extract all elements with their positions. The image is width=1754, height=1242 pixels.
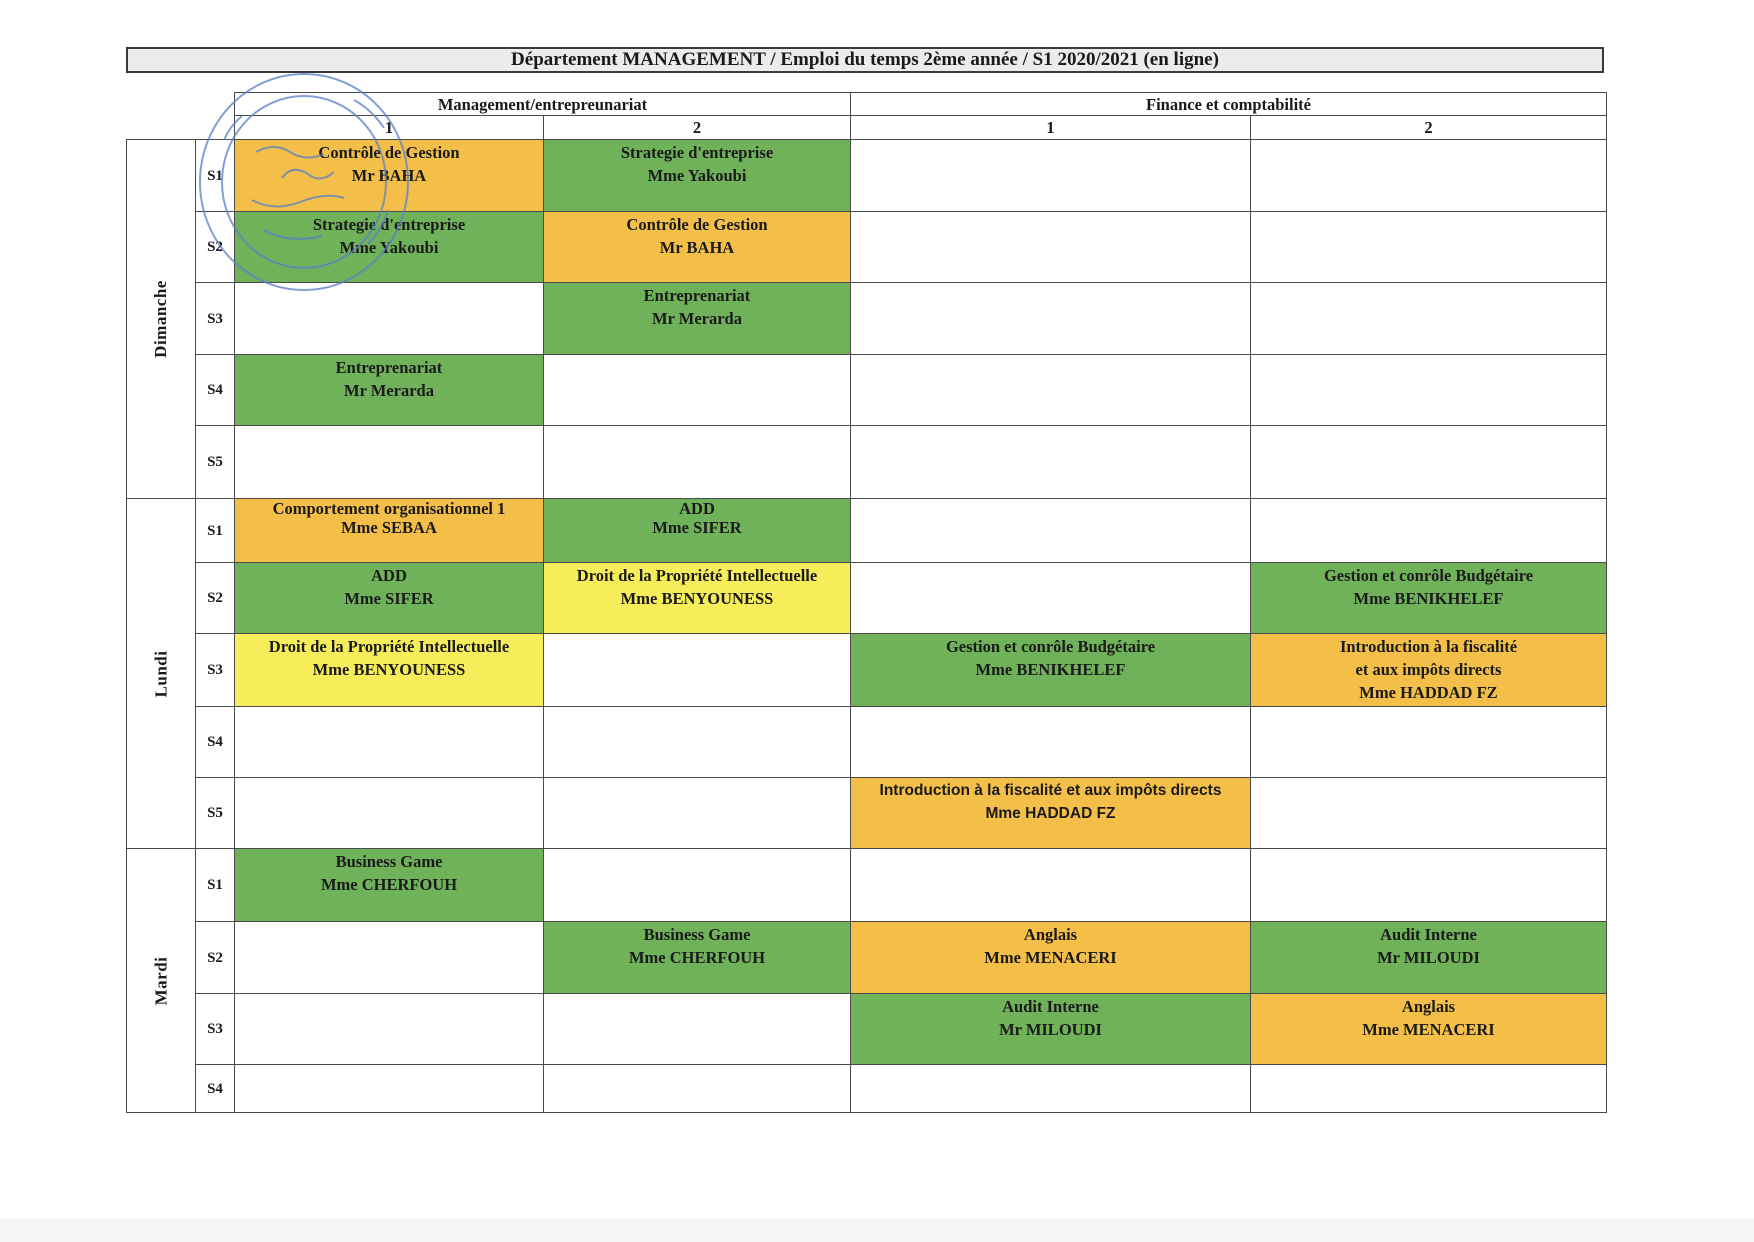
slot-name: S2: [207, 239, 223, 255]
slot-label: [195, 1064, 235, 1113]
teacher-name: Mme MENACERI: [984, 948, 1117, 967]
slot-name: S4: [207, 382, 223, 398]
slot-label: [195, 498, 235, 563]
empty-cell: [234, 282, 544, 355]
course-cell: [850, 921, 1251, 994]
teacher-name: Mme CHERFOUH: [628, 948, 766, 967]
empty-cell: [1250, 706, 1607, 778]
empty-cell: [1250, 498, 1607, 563]
group-header: [1250, 115, 1607, 140]
empty-cell: [850, 562, 1251, 634]
day-name: Mardi: [151, 956, 170, 1005]
slot-label: [195, 848, 235, 922]
course-cell: [1250, 921, 1607, 994]
course-cell: [234, 139, 544, 212]
slot-label: [195, 633, 235, 707]
course-cell: [543, 139, 851, 212]
teacher-name: Mr MILOUDI: [999, 1020, 1102, 1039]
day-label: [126, 139, 196, 499]
course-name: Comportement organisationnel 1: [272, 499, 506, 518]
empty-cell: [850, 282, 1251, 355]
empty-cell: [850, 211, 1251, 283]
slot-label: [195, 354, 235, 426]
course-name: ADD: [679, 499, 715, 518]
empty-cell: [1250, 354, 1607, 426]
course-cell: [234, 354, 544, 426]
empty-cell: [850, 425, 1251, 499]
course-cell: [850, 633, 1251, 707]
teacher-name: Mr BAHA: [351, 166, 427, 185]
teacher-name: Mme HADDAD FZ: [985, 805, 1116, 822]
empty-cell: [1250, 425, 1607, 499]
course-cell: [543, 921, 851, 994]
empty-cell: [1250, 139, 1607, 212]
course-name: Contrôle de Gestion: [626, 215, 768, 234]
slot-name: S5: [207, 454, 223, 470]
course-cell: [1250, 633, 1607, 707]
slot-name: S2: [207, 590, 223, 606]
teacher-name: Mr BAHA: [659, 238, 735, 257]
group-header: [850, 115, 1251, 140]
slot-label: [195, 921, 235, 994]
empty-cell: [234, 425, 544, 499]
empty-cell: [850, 1064, 1251, 1113]
teacher-name: Mr Merarda: [652, 309, 742, 328]
course-name: Contrôle de Gestion: [318, 143, 460, 162]
empty-cell: [234, 993, 544, 1065]
group-number: 1: [384, 118, 394, 137]
course-cell: [234, 633, 544, 707]
empty-cell: [543, 633, 851, 707]
slot-name: S3: [207, 662, 223, 678]
course-cell: [543, 211, 851, 283]
teacher-name: Mme SIFER: [344, 589, 434, 608]
course-name: Gestion et conrôle Budgétaire: [945, 637, 1156, 656]
specialty-header: [850, 92, 1607, 116]
slot-name: S5: [207, 805, 223, 821]
course-cell: [234, 848, 544, 922]
course-cell: [1250, 993, 1607, 1065]
empty-cell: [234, 706, 544, 778]
teacher-name: Mme SEBAA: [341, 518, 437, 537]
teacher-name: Mme SIFER: [652, 518, 742, 537]
slot-label: [195, 706, 235, 778]
slot-name: S1: [207, 877, 223, 893]
page-title: Département MANAGEMENT / Emploi du temps 2ème année / S1 2020/2021 (en ligne): [126, 47, 1604, 73]
teacher-name: Mme Yakoubi: [647, 166, 747, 185]
empty-cell: [850, 848, 1251, 922]
empty-cell: [543, 1064, 851, 1113]
teacher-name: Mme BENYOUNESS: [312, 660, 466, 679]
empty-cell: [543, 425, 851, 499]
empty-cell: [850, 354, 1251, 426]
empty-cell: [234, 777, 544, 849]
course-cell: [850, 777, 1251, 849]
course-name: Introduction à la fiscalité: [1339, 637, 1518, 656]
teacher-name: Mme CHERFOUH: [320, 875, 458, 894]
empty-cell: [850, 706, 1251, 778]
course-name: Anglais: [1401, 997, 1456, 1016]
empty-cell: [543, 848, 851, 922]
teacher-name: Mr MILOUDI: [1377, 948, 1480, 967]
day-label: [126, 848, 196, 1113]
course-cell: [1250, 562, 1607, 634]
slot-label: [195, 211, 235, 283]
teacher-name: Mme BENIKHELEF: [1353, 589, 1504, 608]
course-name: Audit Interne: [1002, 997, 1099, 1016]
empty-cell: [850, 139, 1251, 212]
group-number: 2: [692, 118, 702, 137]
course-name: Droit de la Propriété Intellectuelle: [576, 566, 818, 585]
specialty-name: Finance et comptabilité: [1146, 94, 1311, 114]
group-number: 1: [1046, 118, 1055, 137]
day-name: Dimanche: [151, 280, 171, 358]
scan-bottom-edge: [0, 1218, 1754, 1242]
course-cell: [543, 498, 851, 563]
empty-cell: [1250, 282, 1607, 355]
course-cell: [543, 282, 851, 355]
empty-cell: [234, 921, 544, 994]
slot-name: S1: [207, 522, 223, 539]
slot-label: [195, 562, 235, 634]
day-label: [126, 498, 196, 849]
teacher-name: Mme BENYOUNESS: [620, 589, 774, 608]
course-name: ADD: [371, 566, 407, 585]
empty-cell: [1250, 848, 1607, 922]
slot-name: S2: [207, 949, 223, 966]
course-cell: [850, 993, 1251, 1065]
course-name: Introduction à la fiscalité et aux impôts directs: [879, 782, 1222, 799]
course-name: Business Game: [335, 852, 443, 871]
slot-name: S1: [207, 167, 223, 184]
slot-label: [195, 425, 235, 499]
teacher-name: Mme MENACERI: [1362, 1020, 1495, 1039]
empty-cell: [234, 1064, 544, 1113]
teacher-name: Mme Yakoubi: [339, 238, 439, 257]
empty-cell: [543, 777, 851, 849]
course-name: Strategie d'entreprise: [620, 143, 774, 162]
course-name: Droit de la Propriété Intellectuelle: [268, 637, 510, 656]
course-name: Entreprenariat: [335, 358, 443, 377]
course-name: Gestion et conrôle Budgétaire: [1323, 566, 1534, 585]
empty-cell: [543, 993, 851, 1065]
slot-label: [195, 139, 235, 212]
course-cell: [234, 211, 544, 283]
course-cell: [234, 562, 544, 634]
slot-name: S3: [207, 310, 223, 327]
course-name: Entreprenariat: [643, 286, 751, 305]
course-name-line2: et aux impôts directs: [1355, 660, 1502, 679]
day-name: Lundi: [151, 650, 170, 697]
empty-cell: [543, 706, 851, 778]
course-cell: [543, 562, 851, 634]
slot-name: S3: [207, 1021, 223, 1037]
empty-cell: [1250, 777, 1607, 849]
slot-label: [195, 282, 235, 355]
course-cell: [234, 498, 544, 563]
teacher-name: Mme HADDAD FZ: [1359, 683, 1498, 702]
slot-label: [195, 777, 235, 849]
course-name: Business Game: [643, 925, 751, 944]
specialty-header: [234, 92, 851, 116]
slot-label: [195, 993, 235, 1065]
empty-cell: [1250, 211, 1607, 283]
empty-cell: [850, 498, 1251, 563]
teacher-name: Mme BENIKHELEF: [975, 660, 1126, 679]
group-number: 2: [1424, 118, 1433, 137]
group-header: [234, 115, 544, 140]
slot-name: S4: [207, 1080, 223, 1097]
course-name: Strategie d'entreprise: [312, 215, 466, 234]
course-name: Audit Interne: [1380, 925, 1477, 944]
group-header: [543, 115, 851, 140]
specialty-name: Management/entrepreunariat: [437, 94, 648, 114]
empty-cell: [543, 354, 851, 426]
slot-name: S4: [207, 734, 223, 750]
course-name: Anglais: [1023, 925, 1078, 944]
empty-cell: [1250, 1064, 1607, 1113]
teacher-name: Mr Merarda: [344, 381, 434, 400]
